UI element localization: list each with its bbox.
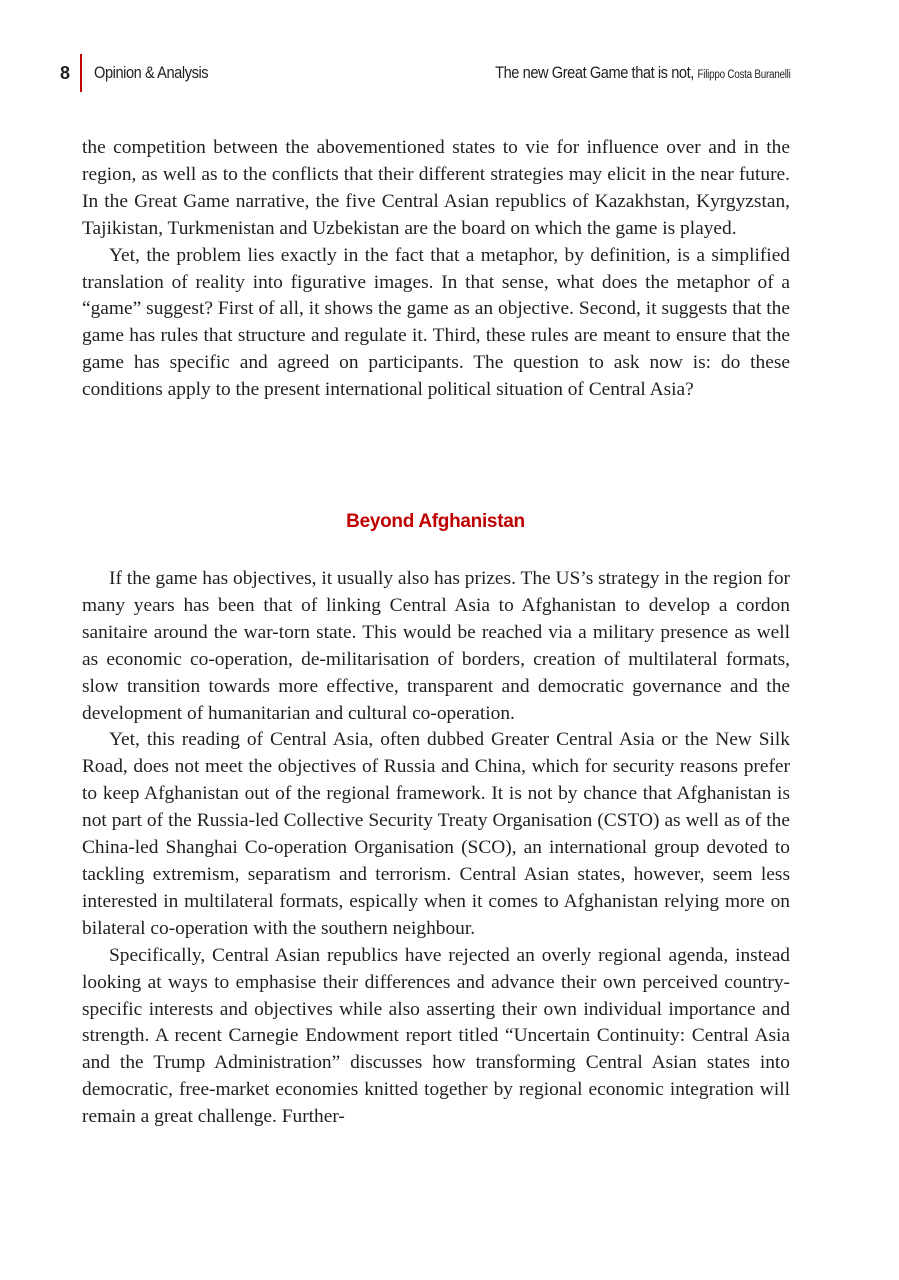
section-heading: Beyond Afghanistan [346, 511, 525, 532]
section-label: Opinion & Analysis [94, 63, 209, 82]
paragraph: If the game has objectives, it usually also has prizes. The US’s strategy in the region for many years has been that of linking Central Asia to Afghanistan to develop a cordon sanitaire around the war-torn state. This would be reached via a military presence as well as economic co-operation, de-militarisation of borders, creation of multilateral formats, slow transition towards more effective, transparent and democratic governance and the development of humanitarian and cultural co-operation. [82, 568, 790, 724]
article-title: The new Great Game that is not, [495, 63, 695, 82]
running-title [496, 63, 791, 83]
paragraph: Specifically, Central Asian republics have rejected an overly regional agenda, instead looking at ways to emphasise their differences and advance their own perceived country-specific interests and objectives while also asserting their own individual importance and strength. A recent Carnegie Endowment report titled “Uncertain Continuity: Central Asia and the Trump Administration” discusses how transforming Central Asian states into democratic, free-market economies knitted together by regional economic integration will remain a great challenge. Further- [82, 944, 790, 1128]
running-header [0, 54, 899, 94]
intro-text [82, 135, 790, 404]
author-name: Filippo Costa Buranelli [697, 69, 791, 81]
paragraph: the competition between the abovementioned states to vie for influence over and in the region, as well as to the conflicts that their different strategies may elicit in the near future. In the Great Game narrative, the five Central Asian republics of Kazakhstan, Kyrgyzstan, Tajikistan, Turkmenistan and Uzbekistan are the board on which the game is played. [82, 137, 790, 239]
header-divider [80, 54, 82, 92]
paragraph: Yet, this reading of Central Asia, often dubbed Greater Central Asia or the New Silk Road, does not meet the objectives of Russia and China, which for security reasons prefer to keep Afghanistan out of the regional framework. It is not by chance that Afghanistan is not part of the Russia-led Collective Security Treaty Organisation (CSTO) as well as of the China-led Shanghai Co-operation Organisation (SCO), an international group devoted to tackling extremism, separatism and terrorism. Central Asian states, however, seem less interested in multilateral formats, espically when it comes to Afghanistan relying more on bilateral co-operation with the southern neighbour. [82, 729, 790, 939]
page-number: 8 [59, 63, 70, 83]
paragraph: Yet, the problem lies exactly in the fact that a metaphor, by definition, is a simplified translation of reality into figurative images. In that sense, what does the metaphor of a “game” suggest? First of all, it shows the game as an objective. Second, it suggests that the game has rules that structure and regulate it. Third, these rules are meant to ensure that the game has specific and agreed on participants. The question to ask now is: do these conditions apply to the present international political situation of Central Asia? [82, 244, 790, 401]
section-text [82, 566, 790, 1131]
